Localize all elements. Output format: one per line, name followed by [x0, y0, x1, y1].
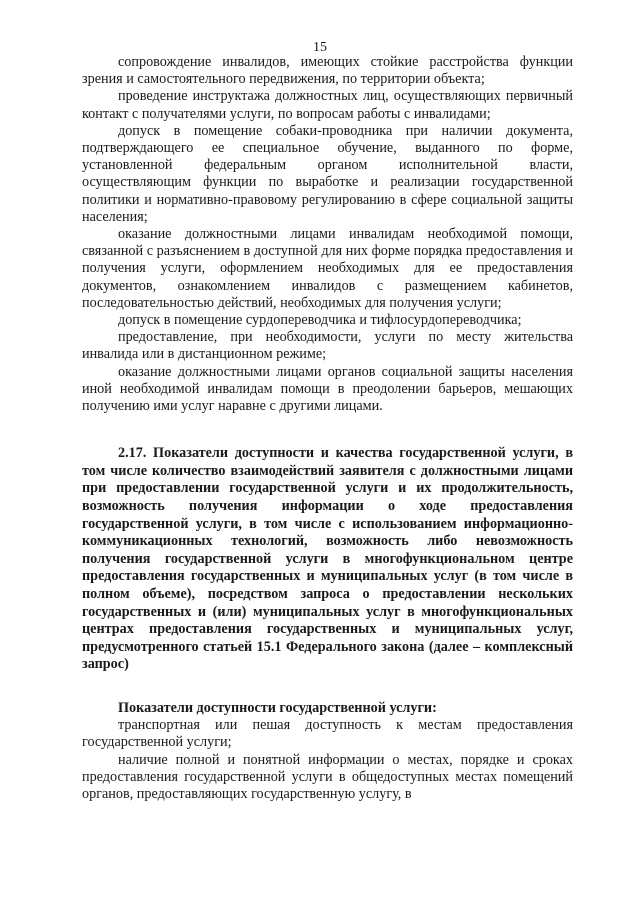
page-number: 15: [313, 40, 327, 55]
paragraph: сопровождение инвалидов, имеющих стойкие расстройства функции зрения и самостоятельного передвижения, по территории объекта;: [82, 54, 573, 88]
paragraph: допуск в помещение собаки-проводника при наличии документа, подтверждающего ее специальное обучение, выданного по форме, установленной федеральным органом исполнительной власти, осуществляющим функции по выработке и реализации государственной политики и нормативно-правовому регулированию в сфере социальной защиты населения;: [82, 122, 573, 225]
indicator-item: транспортная или пешая доступность к местам предоставления государственной услуги;: [82, 717, 573, 751]
document-body: [82, 54, 573, 803]
paragraph: проведение инструктажа должностных лиц, осуществляющих первичный контакт с получателями услуги, по вопросам работы с инвалидами;: [82, 88, 573, 122]
paragraph: оказание должностными лицами инвалидам необходимой помощи, связанной с разъяснением в доступной для них форме порядка предоставления и получения услуги, оформлением необходимых для ее предоставления документов, ознакомлением инвалидов с размещением кабинетов, последовательностью действий, необходимых для получения услуги;: [82, 226, 573, 311]
section-heading: 2.17. Показатели доступности и качества государственной услуги, в том числе количество взаимодействий заявителя с должностными лицами при предоставлении государственной услуги и их продолжительность, возможность получения информации о ходе предоставления государственной услуги, в том числе с использованием информационно-коммуникационных технологий, возможность либо невозможность получения государственной услуги в многофункциональном центре предоставления государственных и муниципальных услуг (в том числе в полном объеме), посредством запроса о предоставлении нескольких государственных и (или) муниципальных услуг в многофункциональных центрах предоставления государственных и муниципальных услуг, предусмотренного статьей 15.1 Федерального закона (далее – комплексный запрос): [82, 445, 573, 673]
paragraph: оказание должностными лицами органов социальной защиты населения иной необходимой инвалидам помощи в преодолении барьеров, мешающих получению ими услуг наравне с другими лицами.: [82, 363, 573, 415]
paragraph: допуск в помещение сурдопереводчика и тифлосурдопереводчика;: [118, 312, 522, 329]
indicator-item: наличие полной и понятной информации о местах, порядке и сроках предоставления государственной услуги в общедоступных местах помещений органов, предоставляющих государственную услугу, в: [82, 751, 573, 802]
subheading: Показатели доступности государственной услуги:: [118, 699, 437, 716]
paragraph: предоставление, при необходимости, услуги по месту жительства инвалида или в дистанционном режиме;: [82, 329, 573, 363]
